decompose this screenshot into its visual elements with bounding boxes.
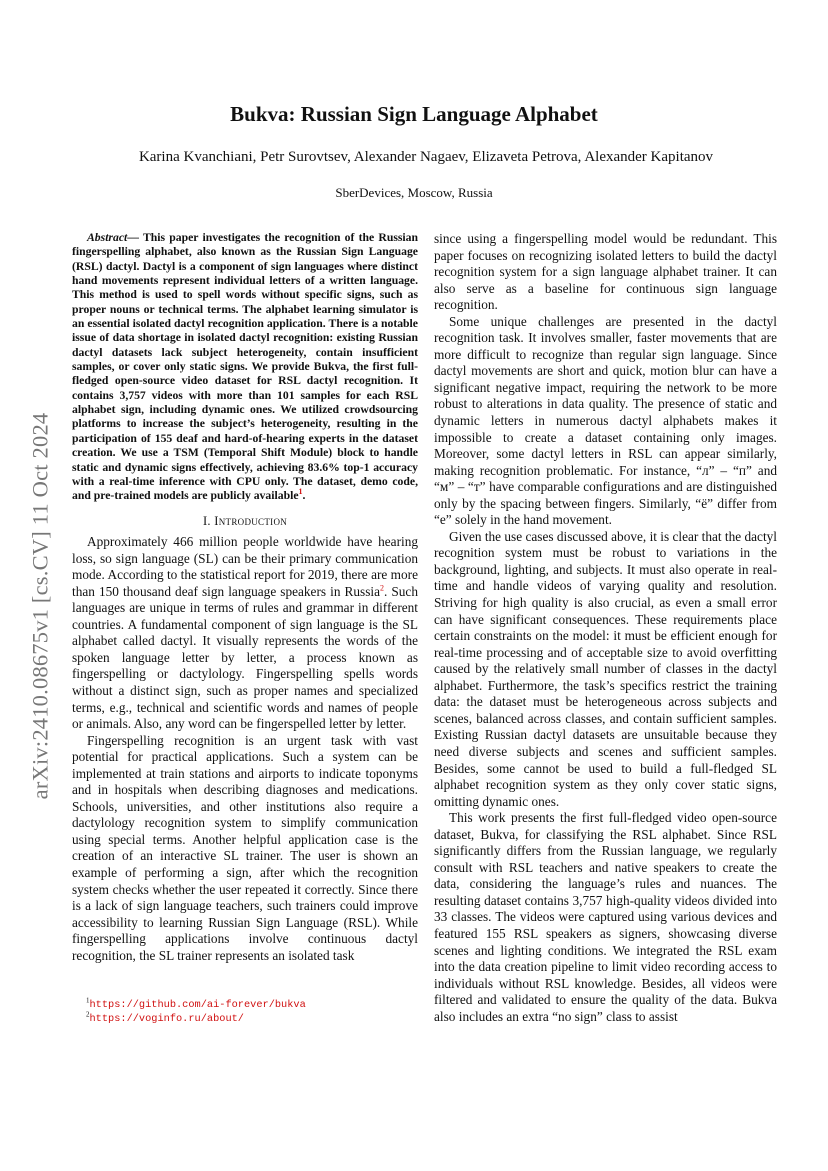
footnote-ref-1[interactable]: 1 bbox=[298, 487, 303, 497]
intro-paragraph-2: Fingerspelling recognition is an urgent task with vast potential for practical applications. Such a system can be implemented at train stations and airports to indicate toponyms and in hospitals when describing diagnoses and medications. Schools, universities, and other institutions also require a dactylology recognition system to simplify communication using special terms. Another helpful application case is the creation of an interactive SL trainer. The user is shown an example of performing a sign, after which the recognition system checks whether the user repeated it correctly. Since there is a lack of sign language teachers, such trainers could improve accessibility to learning Russian Sign Language (RSL). While fingerspelling applications involve continuous dactyl recognition, the SL trainer represents an isolated task bbox=[72, 732, 418, 963]
intro-paragraph-4: Given the use cases discussed above, it is clear that the dactyl recognition system must be robust to variations in the background, lighting, and subjects. It must also operate in real-time and handle videos of varying quality and resolution. Striving for high quality is also crucial, as even a small error can have significant consequences. These requirements place certain constraints on the model: it must be efficient enough for real-time processing and of acceptable size to avoid overfitting caused by the relatively small number of classes in the dactyl alphabet. Furthermore, the task’s specifics restrict the training data: the dataset must be heterogeneous across subjects and scenes, balanced across classes, and contain sufficient samples. Existing Russian dactyl datasets are unsuitable because they need diverse subjects and scenes and sufficient samples. Besides, some cannot be used to build a full-fledged SL alphabet recognition system as they only cover static signs, omitting dynamic ones. bbox=[434, 528, 777, 809]
footnote-mark: 2 bbox=[86, 1010, 90, 1019]
footnote-1 bbox=[86, 998, 416, 1012]
abstract-label: Abstract bbox=[87, 231, 128, 244]
author-affiliation: SberDevices, Moscow, Russia bbox=[335, 185, 493, 200]
abstract bbox=[72, 231, 418, 504]
section-title: Introduction bbox=[214, 513, 288, 528]
paper-title: Bukva: Russian Sign Language Alphabet bbox=[230, 102, 598, 126]
abstract-end: . bbox=[302, 489, 306, 503]
intro-paragraph-continued: since using a fingerspelling model would be redundant. This paper focuses on recognizing isolated letters to build the dactyl recognition system for a sign language alphabet trainer. It can also serve as a baseline for continuous sign language recognition. bbox=[434, 231, 777, 313]
section-heading-introduction bbox=[72, 513, 418, 530]
intro-p1-text-b: . Such languages are unique in terms of rules and grammar in different countries. A fundamental component of sign language is the SL alphabet called dactyl. It visually represents the words of the spoken language letter by letter, a process known as fingerspelling or dactylology. Fingerspelling spells words without a distinct sign, such as proper names and specialized terms, e.g., technical and scientific words and names of people or animals. Also, any word can be fingerspelled letter by letter. bbox=[72, 583, 418, 732]
right-column bbox=[434, 231, 777, 1025]
left-column bbox=[72, 231, 418, 964]
author-list: Karina Kvanchiani, Petr Surovtsev, Alexander Nagaev, Elizaveta Petrova, Alexander Kapitanov bbox=[138, 149, 714, 165]
intro-paragraph-1 bbox=[72, 534, 418, 733]
abstract-dash: — bbox=[127, 231, 143, 244]
intro-paragraph-3: Some unique challenges are presented in the dactyl recognition task. It involves smaller, faster movements that are more difficult to recognize than regular sign language. Since dactyl movements are short and quick, motion blur can have a significant negative impact, requiring the network to be more robust to alterations in data quality. The presence of static and dynamic letters in numerous dactyl alphabets makes it impossible to create a dataset containing only images. Moreover, some dactyl letters in RSL can appear similarly, making recognition problematic. For instance, “л” – “п” and “м” – “т” have comparable configurations and are distinguished only by the spacing between fingers. Similarly, “ё” differ from “е” solely in the hand movement. bbox=[434, 313, 777, 528]
abstract-text: This paper investigates the recognition of the Russian fingerspelling alphabet, also known as the Russian Sign Language (RSL) dactyl. Dactyl is a component of sign languages where distinct hand movements represent individual letters of a written language. This method is used to spell words without specific signs, such as proper nouns or technical terms. The alphabet learning simulator is an essential isolated dactyl recognition application. There is a notable issue of data shortage in isolated dactyl recognition: existing Russian dactyl datasets lack subject heterogeneity, contain insufficient samples, or cover only static signs. We provide Bukva, the first full-fledged open-source video dataset for RSL dactyl recognition. It contains 3,757 videos with more than 101 samples for each RSL alphabet sign, including dynamic ones. We utilized crowdsourcing platforms to increase the subject’s heterogeneity, resulting in the participation of 155 deaf and hard-of-hearing experts in the dataset creation. We use a TSM (Temporal Shift Module) block to handle static and dynamic signs effectively, achieving 83.6% top-1 accuracy with a real-time inference with CPU only. The dataset, demo code, and pre-trained models are publicly available bbox=[72, 231, 419, 503]
intro-paragraph-5: This work presents the first full-fledged video open-source dataset, Bukva, for classifying the RSL alphabet. Since RSL significantly differs from the Russian language, we regularly consult with RSL teachers and native speakers to create the data, considering the language’s rules and nuances. The resulting dataset contains 3,757 high-quality videos divided into 33 classes. The videos were captured using various devices and featured 155 RSL speakers as signers, showcasing diverse scenes and lighting conditions. We integrated the RSL exam into the data creation pipeline to limit video recording access to individuals without RSL knowledge. Besides, all videos were filtered and validated to ensure the quality of the data. Bukva also includes an extra “no sign” class to assist bbox=[434, 810, 777, 1024]
footnote-link[interactable]: https://github.com/ai-forever/bukva bbox=[89, 999, 306, 1011]
footnote-2 bbox=[86, 1012, 416, 1026]
footnote-ref-2[interactable]: 2 bbox=[380, 583, 384, 593]
arxiv-identifier: arXiv:2410.08675v1 [cs.CV] 11 Oct 2024 bbox=[27, 412, 52, 799]
arxiv-sidebar-stamp bbox=[24, 363, 56, 848]
intro-p1-text-a: Approximately 466 million people worldwide have hearing loss, so sign language (SL) can be their primary communication mode. According to the statistical report for 2019, there are more than 150 thousand deaf sign language speakers in Russia bbox=[72, 534, 418, 599]
footnotes bbox=[86, 998, 416, 1026]
footnote-mark: 1 bbox=[86, 996, 90, 1005]
section-number: I. bbox=[202, 513, 211, 528]
footnote-link[interactable]: https://voginfo.ru/about/ bbox=[89, 1013, 244, 1025]
